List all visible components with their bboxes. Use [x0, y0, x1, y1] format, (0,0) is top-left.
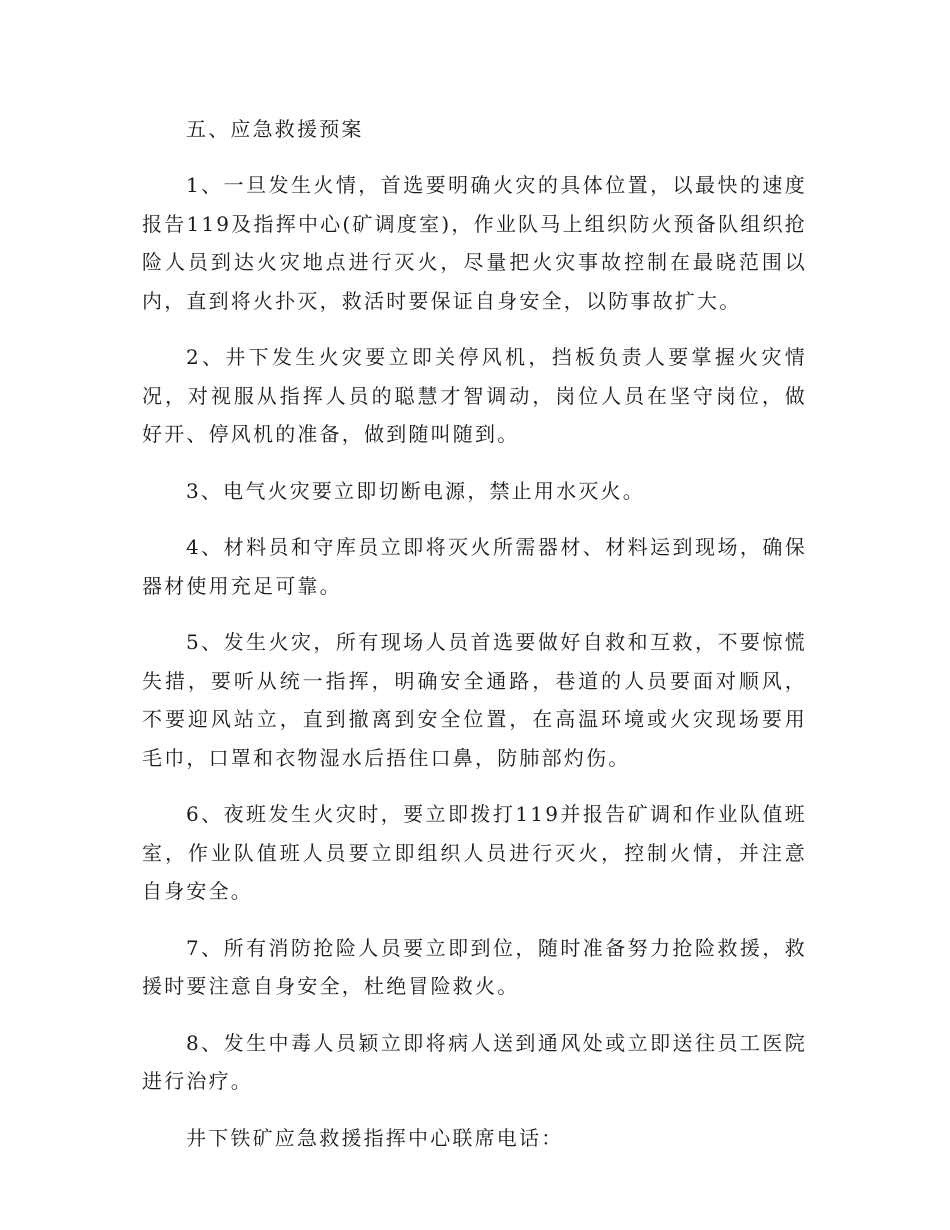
paragraph-7: 7、所有消防抢险人员要立即到位，随时准备努力抢险救援，救援时要注意自身安全，杜绝冒险救火。 [142, 935, 807, 998]
section-title: 五、应急救援预案 [186, 117, 364, 141]
paragraph-6: 6、夜班发生火灾时，要立即拨打119并报告矿调和作业队值班室，作业队值班人员要立即组织人员进行灭火，控制火情，并注意自身安全。 [142, 802, 807, 903]
paragraph-2: 2、井下发生火灾要立即关停风机，挡板负责人要掌握火灾情况，对视服从指挥人员的聪慧才智调动，岗位人员在坚守岗位，做好开、停风机的准备，做到随叫随到。 [142, 345, 807, 446]
document-body [142, 110, 807, 1157]
contact-line: 井下铁矿应急救援指挥中心联席电话： [186, 1125, 564, 1150]
paragraph-4: 4、材料员和守库员立即将灭火所需器材、材料运到现场，确保器材使用充足可靠。 [142, 535, 807, 598]
paragraph-3: 3、电气火灾要立即切断电源，禁止用水灭火。 [186, 478, 645, 503]
paragraph-8: 8、发生中毒人员颖立即将病人送到通风处或立即送往员工医院进行治疗。 [142, 1030, 807, 1093]
paragraph-5: 5、发生火灾，所有现场人员首选要做好自救和互救，不要惊慌失措，要听从统一指挥，明确安全通路，巷道的人员要面对顺风，不要迎风站立，直到撤离到安全位置，在高温环境或火灾现场要用毛巾，口罩和衣物湿水后捂住口鼻，防肺部灼伤。 [142, 630, 807, 770]
paragraph-1: 1、一旦发生火情，首选要明确火灾的具体位置，以最快的速度报告119及指挥中心(矿调度室)，作业队马上组织防火预备队组织抢险人员到达火灾地点进行灭火，尽量把火灾事故控制在最晓范围以内，直到将火扑灭，救活时要保证自身安全，以防事故扩大。 [142, 173, 807, 313]
